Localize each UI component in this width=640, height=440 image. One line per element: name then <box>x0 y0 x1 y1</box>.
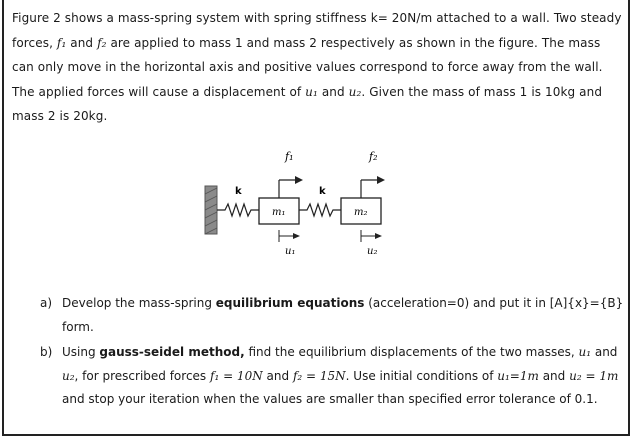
k1-label: k <box>235 186 242 197</box>
question-b-post-2: and <box>591 345 618 359</box>
intro-u1: u₁ <box>305 84 318 99</box>
u1-arrow-head <box>293 233 300 239</box>
question-b-post-4: and <box>262 368 293 383</box>
m1-label: m₁ <box>272 207 286 218</box>
question-b-u2: u₂ <box>62 368 75 383</box>
intro-and: and <box>66 35 98 50</box>
f2-label: f₂ <box>369 150 378 163</box>
spring-1 <box>217 204 259 216</box>
question-b-u1-init: u₁=1m <box>497 368 539 383</box>
question-b-u2-init: u₂ = 1m <box>569 368 619 383</box>
spring-2 <box>299 204 341 216</box>
question-b-f1-eq: f₁ = 10N <box>210 368 263 383</box>
question-b-bold: gauss-seidel method, <box>99 345 245 359</box>
u1-label: u₁ <box>285 246 296 257</box>
f1-label: f₁ <box>285 150 294 163</box>
question-b-post-6: and <box>538 368 570 383</box>
intro-and-2: and <box>317 84 349 99</box>
question-b-u1: u₁ <box>578 345 592 359</box>
intro-u2: u₂ <box>348 84 362 99</box>
u2-label: u₂ <box>367 246 378 257</box>
mass-spring-figure <box>195 144 445 264</box>
question-a-bold: equilibrium equations <box>215 296 365 310</box>
intro-text-3: . Given the mass of mass 1 is 10kg and mass 2 is 20kg. <box>12 84 603 123</box>
question-a <box>40 292 625 339</box>
intro-text-2: are applied to mass 1 and mass 2 respectively as shown in the figure. The mass can only move in the horizontal axis and positive values correspond to force away from the wall. The applied forces will cause a displacement of <box>12 35 603 99</box>
question-a-marker: a) <box>40 296 53 310</box>
question-b-pre: Using <box>62 345 100 359</box>
question-b-post-7: and stop your iteration when the values are smaller than specified error tolerance of 0.1. <box>62 392 598 406</box>
question-b <box>40 341 625 412</box>
intro-f2: f₂ <box>97 35 107 50</box>
f1-arrow-head <box>295 176 303 184</box>
intro-text-1: Figure 2 shows a mass-spring system with spring stiffness k= 20N/m attached to a wall. Two steady forces, <box>12 11 622 50</box>
problem-statement <box>12 6 622 129</box>
question-b-post-5: . Use initial conditions of <box>345 368 498 383</box>
question-list <box>40 292 625 414</box>
question-b-post-1: find the equilibrium displacements of the two masses, <box>244 345 579 359</box>
question-b-post-3: , for prescribed forces <box>74 368 210 383</box>
intro-f1: f₁ <box>56 35 67 50</box>
f2-arrow-head <box>377 176 385 184</box>
question-b-marker: b) <box>40 345 53 359</box>
question-b-f2-eq: f₂ = 15N <box>292 368 346 383</box>
question-a-pre: Develop the mass-spring <box>62 296 216 310</box>
question-a-post: (acceleration=0) and put it in [A]{x}={B} form. <box>62 296 624 334</box>
m2-label: m₂ <box>354 207 368 218</box>
k2-label: k <box>319 186 326 197</box>
u2-arrow-head <box>375 233 382 239</box>
